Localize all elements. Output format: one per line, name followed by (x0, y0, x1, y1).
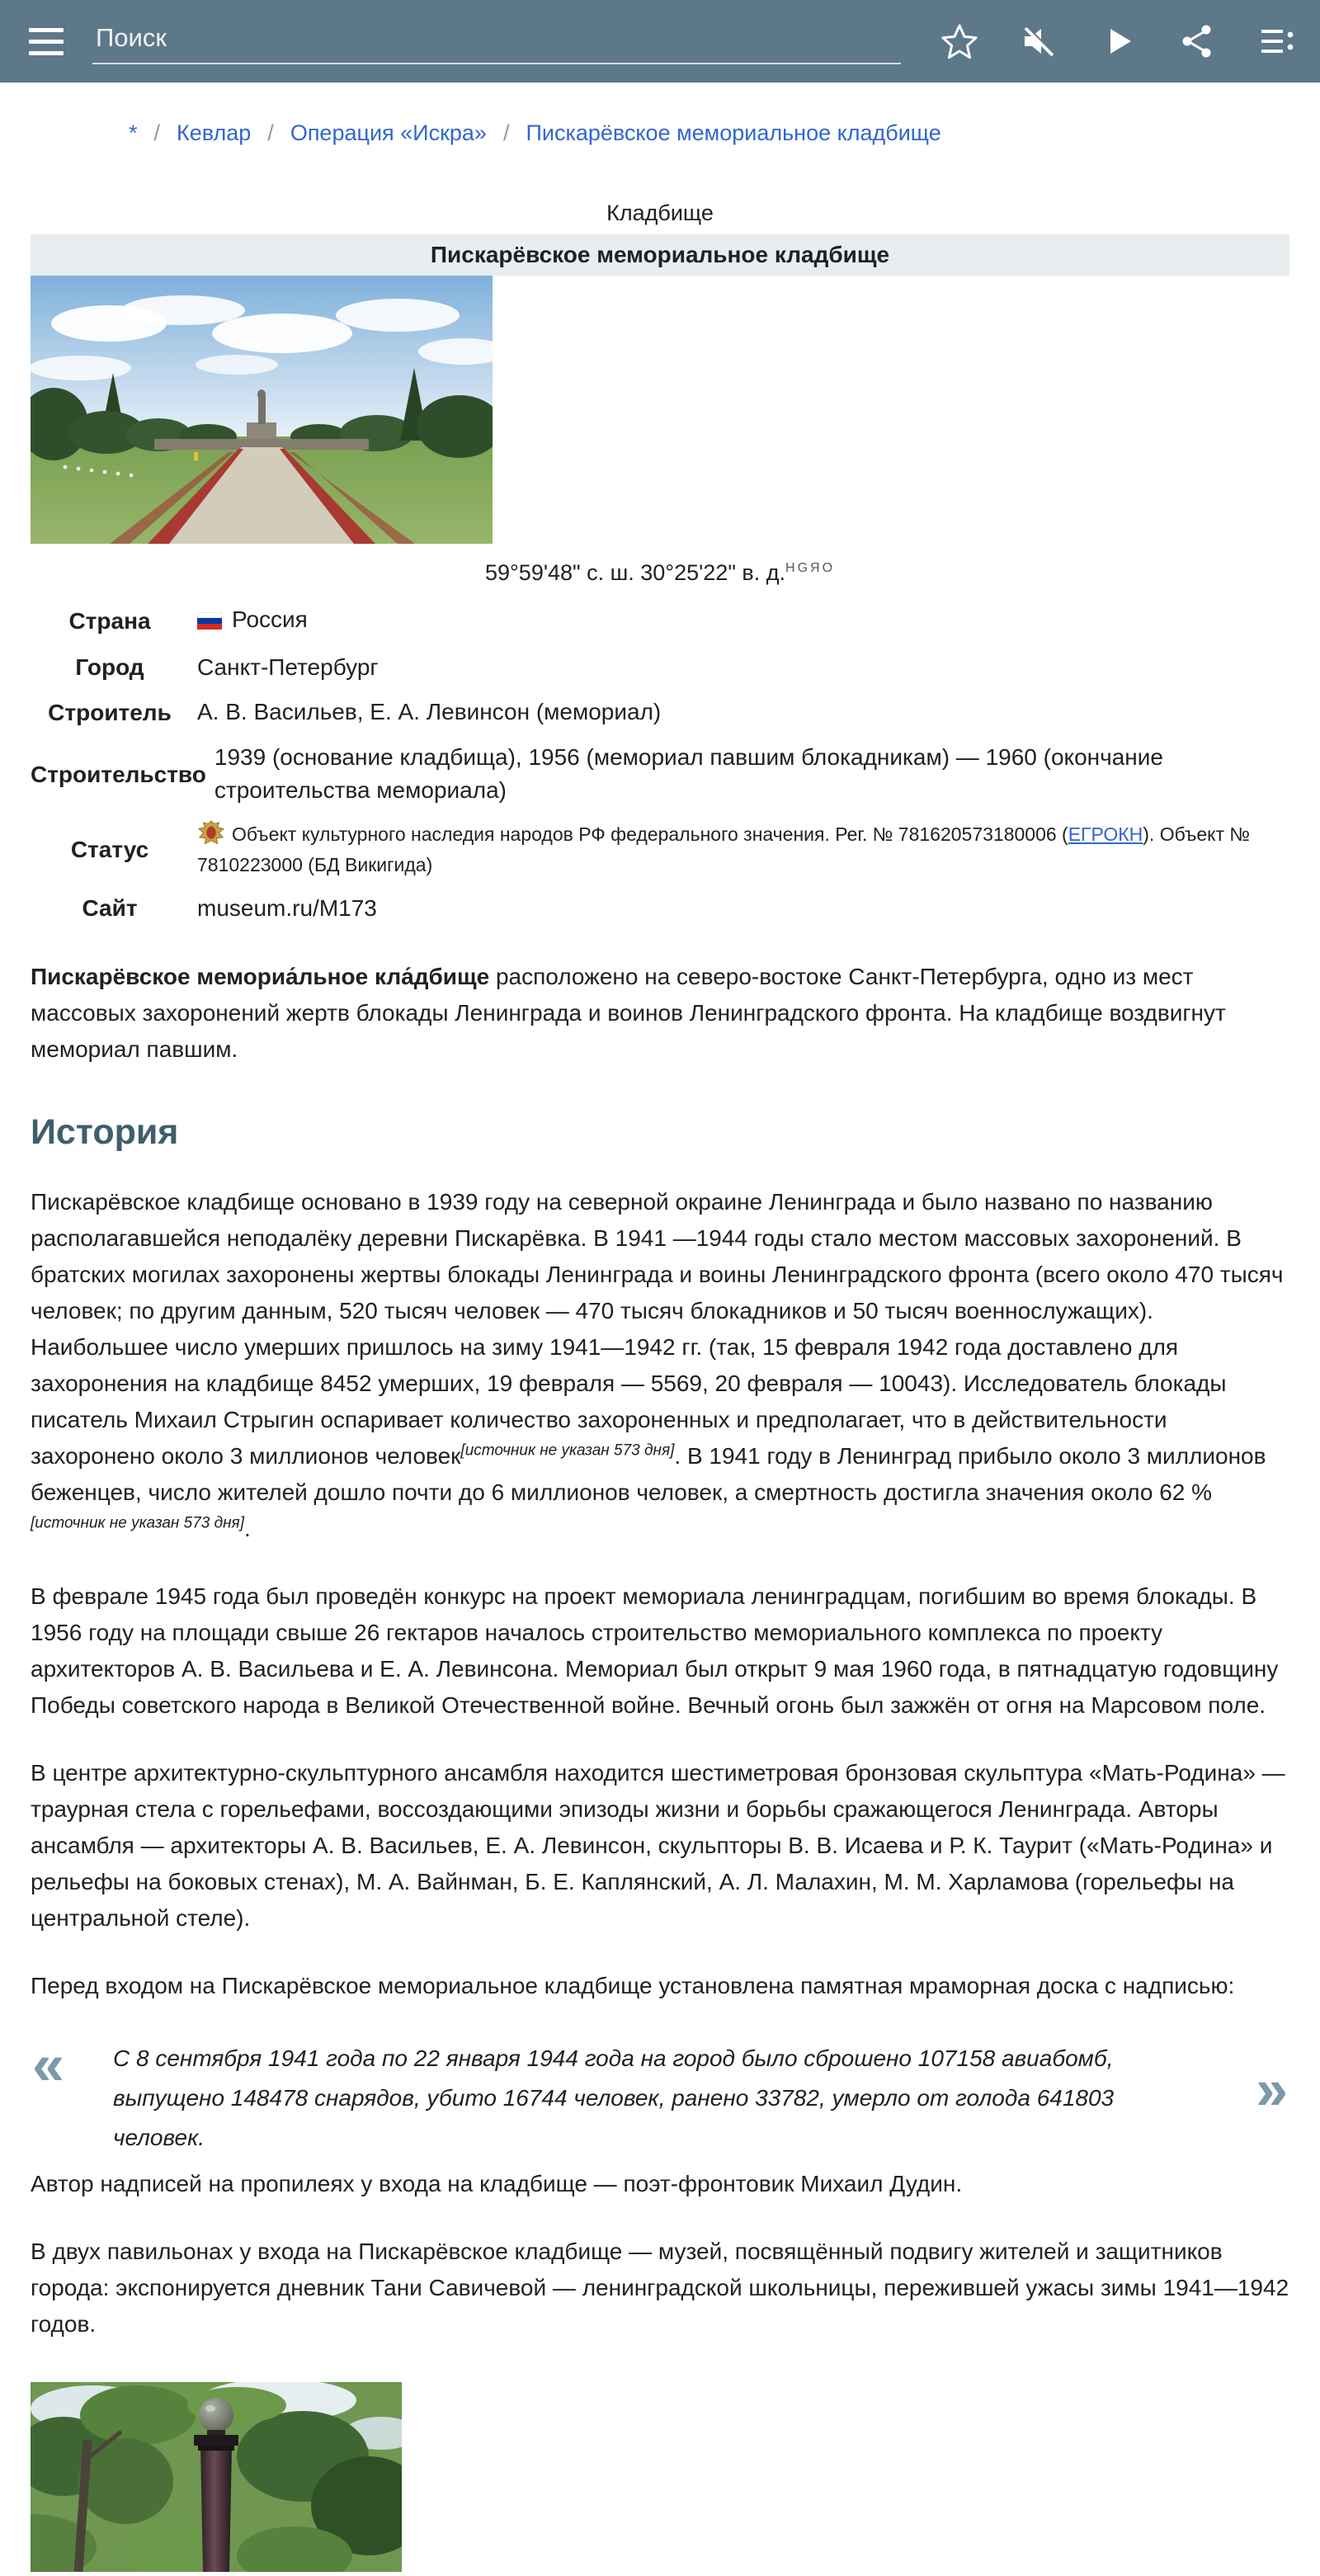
heritage-emblem-icon (197, 819, 225, 851)
cemetery-photo[interactable] (31, 276, 493, 544)
infobox-row-construction (31, 735, 1289, 814)
search-input[interactable] (92, 18, 901, 64)
infobox-row-city (31, 645, 1289, 691)
quote-attribution: Автор надписей на пропилеях у входа на кладбище — поэт-фронтовик Михаил Дудин. (31, 2171, 963, 2197)
coordinates-links[interactable]: HGЯO (785, 561, 836, 575)
article-type-label: Кладбище (606, 201, 714, 225)
infobox-website-value[interactable]: museum.ru/M173 (197, 894, 377, 921)
history-paragraph-4: Перед входом на Пискарёвское мемориальное кладбище установлена памятная мраморная доска с надписью: (31, 1973, 1235, 1999)
memorial-plaque-quote (31, 2032, 1289, 2158)
infobox-construction-value: 1939 (основание кладбища), 1956 (мемориал павшим блокадникам) — 1960 (окончание строительства мемориала) (214, 743, 1163, 804)
infobox-row-label: Сайт (82, 895, 138, 922)
infobox-row-website (31, 886, 1289, 932)
history-paragraph-1: Пискарёвское кладбище основано в 1939 году на северной окраине Ленинграда и было названо по названию располагавшейся неподалёку деревни Пискарёвка. В 1941 —1944 годы стало местом массовых захоронений. В братских могилах захоронены жертвы блокады Ленинграда и воины Ленинградского фронта (всего около 470 тысяч человек; по другим данным, 520 тысяч человек — 470 тысяч блокадников и 50 тысяч военнослужащих). Наибольшее число умерших пришлось на зиму 1941—1942 гг. (так, 15 февраля 1942 года доставлено для захоронения на кладбище 8452 умерших, 19 февраля — 5569, 20 февраля — 10043). Исследователь блокады писатель Михаил Стрыгин оспаривает количество захороненных и предполагает, что в действительности захоронено около 3 миллионов человек[источник не указан 573 дня]. В 1941 году в Ленинград прибыло около 3 миллионов беженцев, число жителей дошло почти до 6 миллионов человек, а смертность достигла значения около 62 %[источник не указан 573 дня]. (31, 1189, 1284, 1542)
share-icon[interactable] (1175, 19, 1219, 64)
infobox-row-label: Строительство (31, 761, 206, 787)
lead-paragraph: Пискарёвское мемориа́льное кла́дбище расположено на северо-востоке Санкт-Петербурга, одно из мест массовых захоронений жертв блокады Ленинграда и воинов Ленинградского фронта. На кладбище воздвигнут мемориал павшим. (31, 964, 1226, 1063)
quote-close-mark: » (1256, 2057, 1288, 2122)
citation-needed-marker[interactable]: [источник не указан 573 дня] (31, 1514, 244, 1532)
history-paragraph-3: В центре архитектурно-скульптурного ансамбля находится шестиметровая бронзовая скульптура «Мать-Родина» — траурная стела с горельефами, воссоздающими эпизоды жизни и борьбы сражающегося Ленинграда. Авторы ансамбля — архитекторы А. В. Васильев, Е. А. Левинсон, скульпторы В. В. Исаева и Р. К. Таурит («Мать-Родина» и рельефы на боковых стенах), М. А. Вайнман, Б. Е. Каплянский, А. Л. Малахин, М. М. Харламова (горельефы на центральной стеле). (31, 1760, 1285, 1932)
infobox-builder-value: А. В. Васильев, Е. А. Левинсон (мемориал) (197, 699, 662, 725)
quote-open-mark: « (32, 2032, 64, 2097)
app-bar (0, 0, 1320, 83)
appbar-actions (937, 19, 1299, 64)
infobox-status-text: Объект культурного наследия народов РФ федерального значения. Рег. № 781620573180006 ( (232, 823, 1068, 845)
citation-needed-marker[interactable]: [источник не указан 573 дня] (460, 1441, 675, 1460)
quote-text: С 8 сентября 1941 года по 22 января 1944 года на город было сброшено 107158 авиабомб, выпущено 148478 снарядов, убито 16744 человек, ранено 33782, умерло от голода 641803 человек. (113, 2045, 1115, 2151)
coordinates (31, 560, 1289, 586)
bookmark-star-icon[interactable] (937, 19, 982, 64)
volume-off-icon[interactable] (1016, 19, 1061, 64)
breadcrumb-item-operation-iskra[interactable]: Операция «Искра» (290, 120, 487, 145)
breadcrumb-item-current-article[interactable]: Пискарёвское мемориальное кладбище (526, 120, 941, 145)
section-heading-history: История (31, 1112, 179, 1153)
breadcrumb-item-root[interactable]: * (129, 120, 138, 145)
breadcrumb-separator: / (153, 120, 161, 145)
article-bold-title: Пискарёвское мемориа́льное кла́дбище (31, 964, 490, 990)
infobox-row-status (31, 814, 1289, 886)
egrokn-link[interactable]: ЕГРОКН (1068, 823, 1143, 845)
breadcrumb-item-kevlar[interactable]: Кевлар (177, 120, 252, 145)
infobox-row-label: Строитель (48, 699, 172, 725)
infobox-row-country (31, 597, 1289, 645)
contents-icon[interactable] (1254, 19, 1299, 64)
menu-icon[interactable] (21, 17, 71, 66)
infobox-row-label: Статус (70, 837, 149, 863)
breadcrumb-separator: / (267, 120, 274, 145)
infobox-status-text: ). Объект № 7810223000 (БД Викигида) (197, 823, 1251, 875)
coordinates-text[interactable]: 59°59'48" с. ш. 30°25'22" в. д. (484, 560, 786, 585)
history-paragraph-5: В двух павильонах у входа на Пискарёвское кладбище — музей, посвящённый подвигу жителей и защитников города: экспонируется дневник Тани Савичевой — ленинградской школьницы, пережившей ужасы зимы 1941—1942 годов. (31, 2239, 1289, 2338)
infobox-row-label: Страна (68, 608, 151, 635)
play-icon[interactable] (1096, 19, 1140, 64)
breadcrumb (0, 83, 1320, 146)
infobox-title: Пискарёвское мемориальное кладбище (31, 234, 1289, 276)
column-monument-photo[interactable] (31, 2382, 402, 2572)
history-paragraph-2: В феврале 1945 года был проведён конкурс на проект мемориала ленинградцам, погибшим во время блокады. В 1956 году на площади свыше 26 гектаров началось строительство мемориального комплекса по проекту архитекторов А. В. Васильева и Е. А. Левинсона. Мемориал был открыт 9 мая 1960 года, в пятнадцатую годовщину Победы советского народа в Великой Отечественной войне. Вечный огонь был зажжён от огня на Марсовом поле. (31, 1583, 1279, 1719)
infobox (31, 234, 1289, 931)
infobox-country-value: Россия (232, 606, 308, 632)
infobox-row-label: Город (75, 654, 144, 681)
russia-flag-icon (197, 606, 222, 639)
article (0, 201, 1320, 2572)
infobox-city-value: Санкт-Петербург (197, 653, 379, 680)
breadcrumb-separator: / (502, 120, 510, 145)
infobox-row-builder (31, 690, 1289, 735)
